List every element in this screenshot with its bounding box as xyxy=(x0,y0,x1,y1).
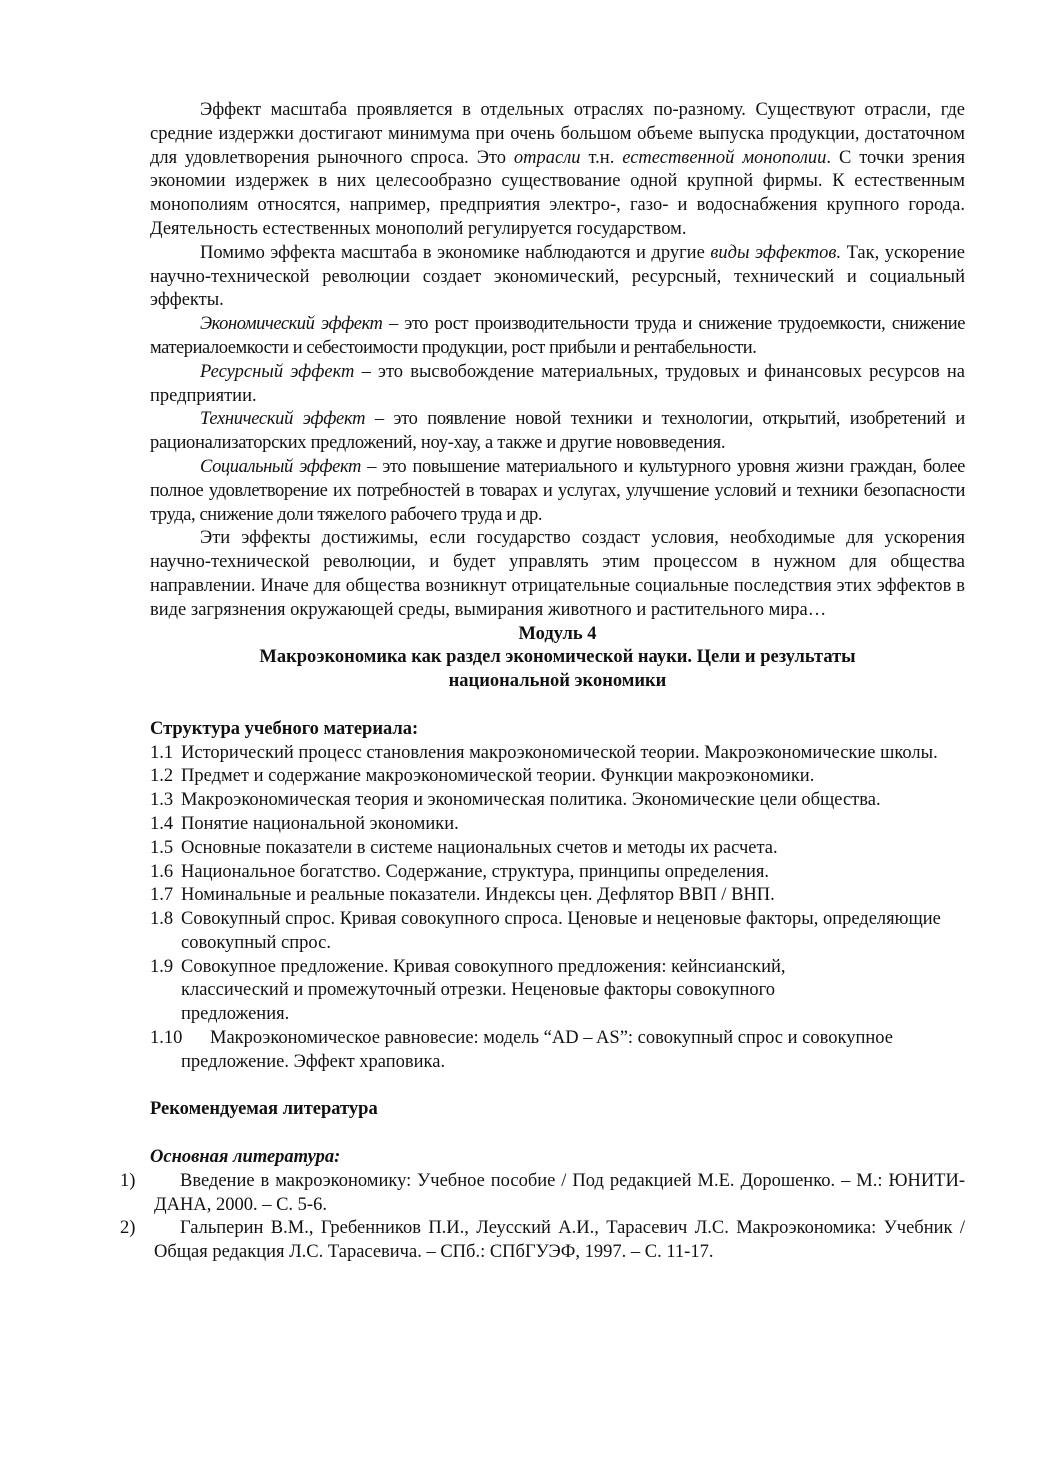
structure-list xyxy=(150,742,965,1075)
item-text: Основные показатели в системе национальных счетов и методы их расчета. xyxy=(181,837,778,858)
list-item xyxy=(150,789,965,813)
list-item xyxy=(150,1027,965,1075)
text-run: . С точки зрения экономии издержек в них целесообразно существование одной крупной фирмы. К естественным монополиям относятся, например, предприятия электро-, газо- и водоснабжения крупного города. Деятельность естественных монополий регулируется государством. xyxy=(150,147,965,239)
italic-term: Технический эффект xyxy=(200,409,366,430)
text-run: – это рост производительности труда и снижение трудоемкости, снижение материалоемкости и себестоимости продукции, рост прибыли и рентабельности. xyxy=(150,314,965,358)
text-run: – это появление новой техники и технологии, открытий, изобретений и рационализаторских предложений, ноу-хау, а также и другие нововведения. xyxy=(150,409,966,454)
module-title-line1: Макроэкономика как раздел экономической науки. Цели и результаты xyxy=(259,647,856,668)
text-run: Помимо эффекта масштаба в экономике наблюдаются и другие xyxy=(200,242,711,263)
text-run: Эффект масштаба проявляется в отдельных отраслях по-разному. Существуют отрасли, где средние издержки достигают минимума при очень большом объеме выпуска продукции, достаточном для удовлетворения рыночного спроса. Это xyxy=(150,100,965,168)
paragraph-technical-effect xyxy=(150,408,965,456)
spacer xyxy=(150,1122,965,1146)
list-item xyxy=(150,908,965,956)
paragraph-conclusion: Эти эффекты достижимы, если государство создаст условия, необходимые для ускорения научно-технической революции, и будет управлять этим процессом в нужном для общества направлении. Иначе для общества возникнут отрицательные социальные последствия этих эффектов в виде загрязнения окружающей среды, вымирания животного и растительного мира… xyxy=(150,528,965,620)
item-number: 1.8 xyxy=(150,909,174,930)
item-number: 1.6 xyxy=(150,861,174,882)
item-number: 1.2 xyxy=(150,766,174,787)
list-item xyxy=(150,861,965,885)
literature-subheading: Основная литература: xyxy=(150,1147,341,1168)
text-run: – это высвобождение материальных, трудовых и финансовых ресурсов на предприятии. xyxy=(150,361,966,406)
item-number: 1.3 xyxy=(150,790,174,811)
item-text: Совокупное предложение. Кривая совокупного предложения: кейнсианский, классический и промежуточный отрезки. Неценовые факторы совокупного предложения. xyxy=(181,956,786,1025)
module-title-line2: национальной экономики xyxy=(448,671,667,692)
spacer xyxy=(150,694,965,718)
item-number: 1.7 xyxy=(150,885,174,906)
text-run: т.н. xyxy=(580,147,623,168)
text-run: – это повышение материального и культурного уровня жизни граждан, более полное удовлетворение их потребностей в товарах и услугах, улучшение условий и техники безопасности труда, снижение доли тяжелого рабочего труда и др. xyxy=(150,456,965,525)
paragraph-economic-effect xyxy=(150,313,965,361)
italic-term: естественной монополии xyxy=(622,147,827,168)
italic-term: Экономический эффект xyxy=(200,314,383,335)
paragraph-economies-of-scale xyxy=(150,99,965,242)
italic-term: виды эффектов. xyxy=(710,242,842,263)
list-item xyxy=(150,742,965,766)
literature-item xyxy=(120,1170,965,1218)
item-number: 1.5 xyxy=(150,837,174,858)
document-page xyxy=(120,99,966,1265)
text-run: Так, ускорение научно-технической революции создает экономический, ресурсный, технический и социальный эффекты. xyxy=(150,242,966,311)
item-number: 1.4 xyxy=(150,813,174,834)
literature-heading: Рекомендуемая литература xyxy=(150,1099,378,1120)
item-number: 1.9 xyxy=(150,956,174,977)
item-text: Национальное богатство. Содержание, структура, принципы определения. xyxy=(181,861,770,882)
item-text: Макроэкономическая теория и экономическая политика. Экономические цели общества. xyxy=(181,790,881,811)
list-item xyxy=(150,837,965,861)
list-item xyxy=(150,813,965,837)
item-number: 2) xyxy=(120,1218,136,1239)
italic-term: Социальный эффект xyxy=(200,456,361,477)
italic-term: отрасли xyxy=(513,147,581,168)
spacer xyxy=(150,1075,965,1099)
item-text: Совокупный спрос. Кривая совокупного спроса. Ценовые и неценовые факторы, определяющие совокупный спрос. xyxy=(181,909,941,953)
paragraph-resource-effect xyxy=(150,361,965,409)
structure-heading: Структура учебного материала: xyxy=(150,718,419,739)
literature-item xyxy=(120,1217,965,1265)
list-item xyxy=(150,884,965,908)
item-text: Номинальные и реальные показатели. Индексы цен. Дефлятор ВВП / ВНП. xyxy=(181,885,775,906)
module-number: Модуль 4 xyxy=(518,623,597,644)
item-text: Исторический процесс становления макроэкономической теории. Макроэкономические школы. xyxy=(181,742,938,763)
paragraph-social-effect xyxy=(150,456,965,527)
paragraph-types-of-effects xyxy=(150,242,965,313)
italic-term: Ресурсный эффект xyxy=(200,361,355,382)
list-item xyxy=(150,956,965,1027)
list-item xyxy=(150,765,965,789)
item-number: 1) xyxy=(120,1170,136,1191)
item-text: Гальперин В.М., Гребенников П.И., Леусский А.И., Тарасевич Л.С. Макроэкономика: Учебник / Общая редакция Л.С. Тарасевича. – СПб.: СПбГУЭФ, 1997. – С. 11-17. xyxy=(154,1218,965,1263)
item-number: 1.10 xyxy=(150,1028,183,1049)
item-text: Предмет и содержание макроэкономической теории. Функции макроэкономики. xyxy=(181,766,815,787)
item-text: Макроэкономическое равновесие: модель “AD – AS”: совокупный спрос и совокупное предложение. Эффект храповика. xyxy=(181,1028,893,1072)
item-number: 1.1 xyxy=(150,742,174,763)
item-text: Понятие национальной экономики. xyxy=(181,813,459,834)
item-text: Введение в макроэкономику: Учебное пособие / Под редакцией М.Е. Дорошенко. – М.: ЮНИТИ-ДАНА, 2000. – С. 5-6. xyxy=(154,1170,965,1215)
